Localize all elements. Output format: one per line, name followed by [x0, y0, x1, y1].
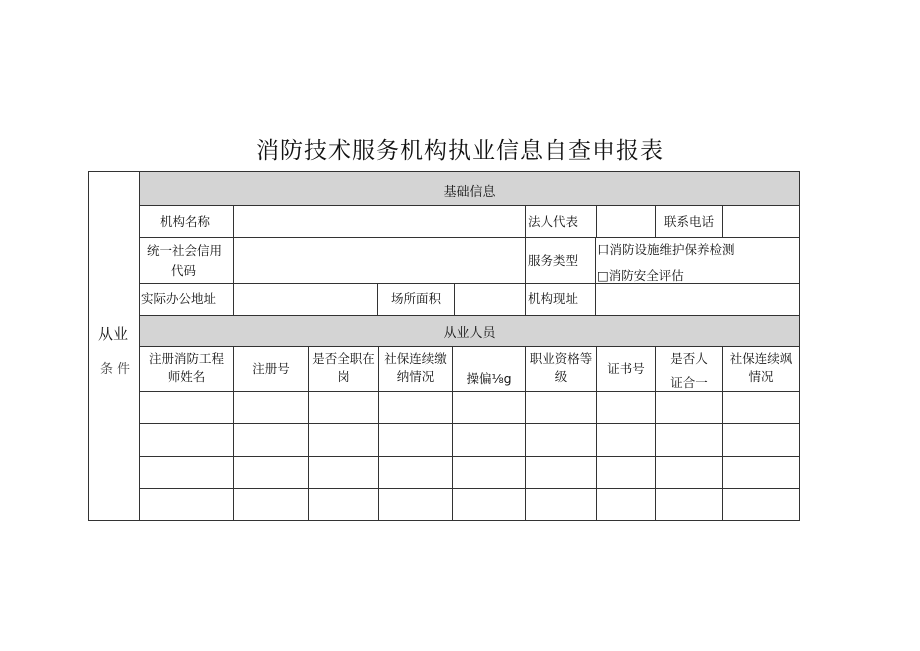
col-header-fulltime: 是否全职在 岗 [312, 351, 375, 384]
grid-line [595, 237, 596, 315]
grid-line [140, 237, 800, 238]
legal-rep-label: 法人代表 [528, 214, 579, 229]
grid-line [233, 205, 234, 283]
grid-line [140, 346, 800, 347]
service-option-maintenance[interactable]: 口消防设施维护保养检测 [597, 242, 735, 257]
grid-line [655, 205, 656, 238]
current-address-label: 机构现址 [528, 291, 579, 306]
grid-line [596, 205, 597, 238]
org-name-label: 机构名称 [160, 214, 211, 229]
col-header-engineer-name: 注册消防工程 师姓名 [148, 351, 224, 384]
side-label-line1: 从业 [98, 325, 129, 343]
grid-line [525, 205, 526, 315]
grid-line [140, 315, 800, 316]
side-label-line2: 条件 [100, 362, 135, 377]
grid-line [140, 488, 800, 489]
site-area-label: 场所面积 [391, 291, 442, 306]
service-type-label: 服务类型 [528, 253, 579, 268]
col-header-cert-match: 是否人 证合一 [670, 351, 708, 390]
credit-code-label-line2: 代码 [171, 263, 197, 278]
col-header-qualification: 职业资格等 级 [529, 351, 593, 384]
grid-line [233, 283, 234, 315]
col-header-operator: 操偏⅛g [466, 371, 512, 386]
grid-line [140, 423, 800, 424]
grid-line [140, 456, 800, 457]
col-header-social-insurance-2: 社保连续飒 情况 [729, 351, 793, 384]
col-header-social-insurance: 社保连续缴 纳情况 [384, 351, 447, 384]
basic-info-header: 基础信息 [443, 185, 496, 200]
grid-line [140, 205, 800, 206]
credit-code-label-line1: 统一社会信用 [147, 243, 223, 258]
service-option-assessment[interactable]: □消防安全评估 [597, 268, 684, 283]
grid-line [454, 283, 455, 315]
office-address-label: 实际办公地址 [141, 291, 217, 306]
col-header-cert-no: 证书号 [607, 361, 645, 376]
phone-label: 联系电话 [664, 214, 715, 229]
grid-line [140, 283, 800, 284]
grid-line [139, 172, 140, 521]
col-header-reg-no: 注册号 [252, 361, 290, 376]
grid-line [377, 283, 378, 315]
staff-header: 从业人员 [443, 326, 496, 341]
grid-line [722, 205, 723, 238]
form-title: 消防技术服务机构执业信息自查申报表 [256, 138, 664, 164]
